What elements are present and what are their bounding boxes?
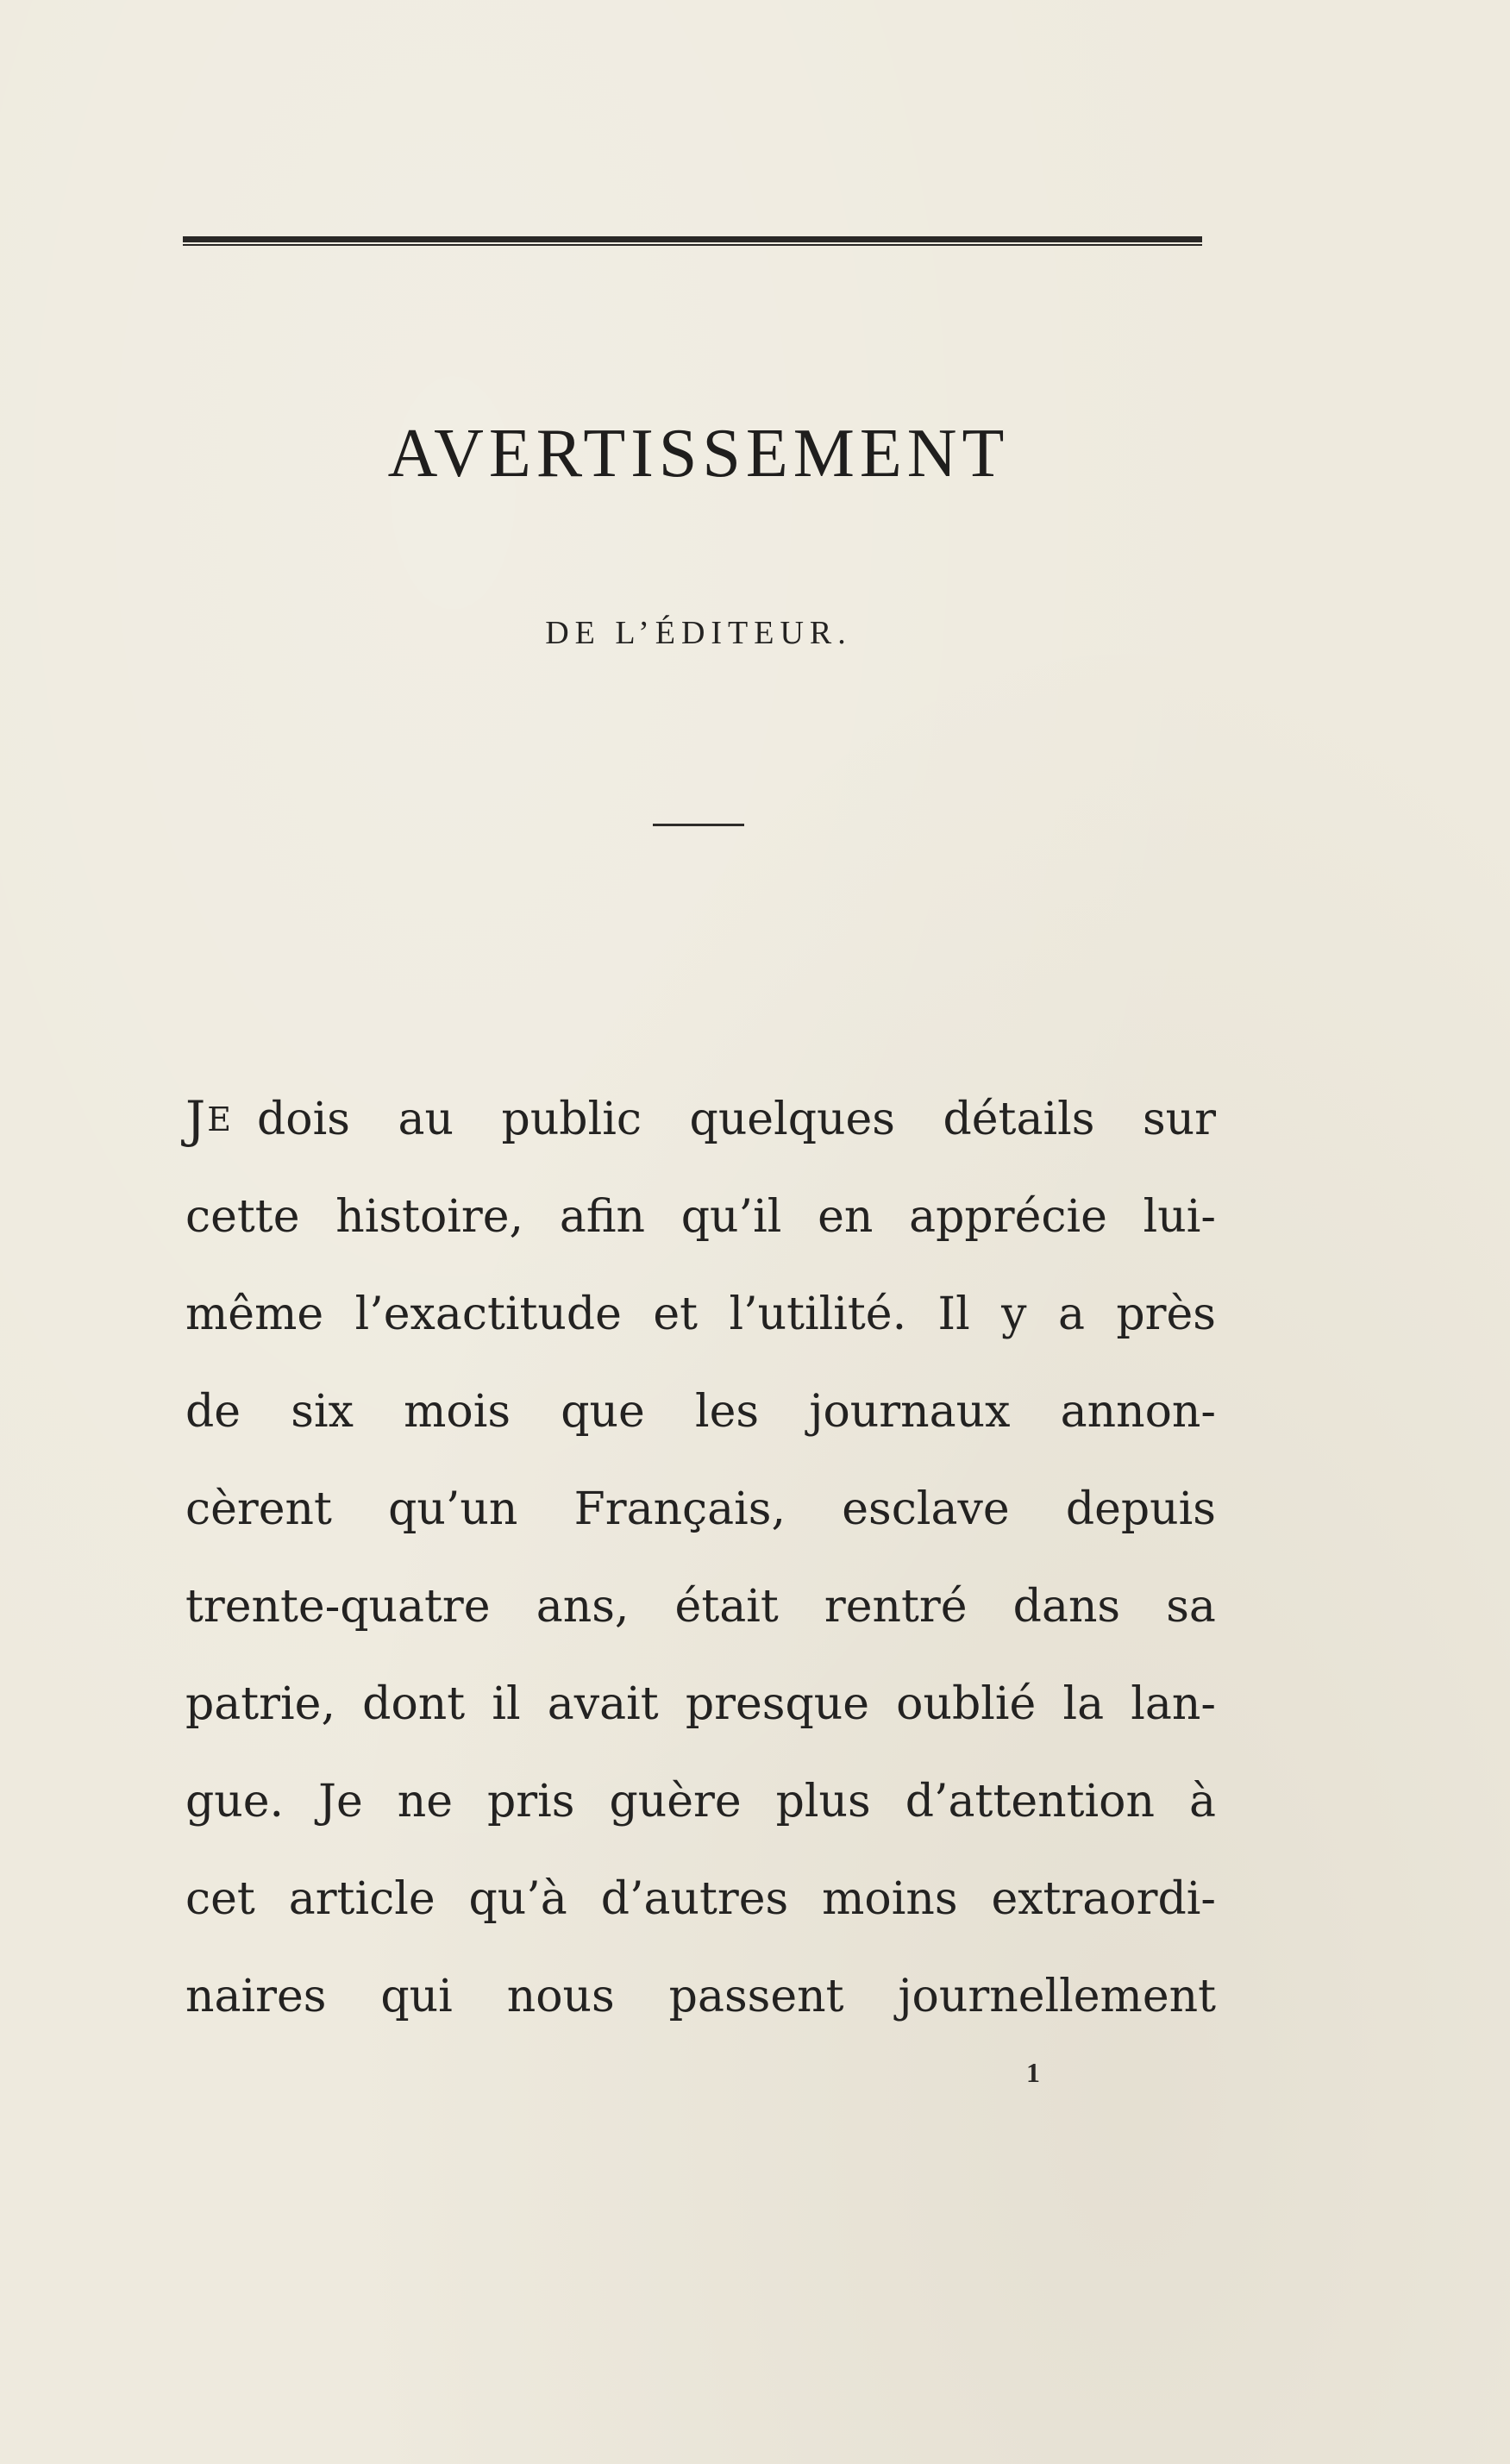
- top-double-rule: [183, 236, 1202, 247]
- body-word: public: [501, 1094, 642, 1145]
- body-line: [185, 1271, 1216, 1369]
- body-word: plus: [775, 1776, 871, 1828]
- body-word: Il: [937, 1288, 970, 1340]
- body-word: était: [674, 1581, 779, 1633]
- body-line: [185, 1953, 1216, 2051]
- body-word: près: [1116, 1288, 1216, 1340]
- body-word: gue.: [185, 1776, 285, 1828]
- body-word: trente-quatre: [185, 1581, 491, 1633]
- body-word: ans,: [536, 1581, 630, 1633]
- body-line: [185, 1174, 1216, 1271]
- body-word: d’attention: [905, 1776, 1155, 1828]
- body-word: même: [185, 1288, 324, 1340]
- body-word: guère: [609, 1776, 742, 1828]
- body-word: journaux: [809, 1386, 1011, 1438]
- body-word: a: [1057, 1288, 1085, 1340]
- body-word: depuis: [1065, 1483, 1216, 1535]
- body-word: patrie,: [185, 1678, 335, 1730]
- page-title: AVERTISSEMENT: [387, 416, 1010, 492]
- body-word: avait: [547, 1678, 659, 1730]
- body-word: lui-: [1143, 1191, 1216, 1243]
- body-word: apprécie: [909, 1191, 1107, 1243]
- body-word: esclave: [842, 1483, 1010, 1535]
- body-word: qu’un: [388, 1483, 518, 1535]
- body-word: qu’il: [680, 1191, 782, 1243]
- body-word: de: [185, 1386, 241, 1438]
- top-rule-thick: [183, 236, 1202, 242]
- body-word: cèrent: [185, 1483, 332, 1535]
- body-word: nous: [506, 1971, 615, 2022]
- body-word: afin: [559, 1191, 645, 1243]
- body-word: histoire,: [335, 1191, 524, 1243]
- body-word: y: [1001, 1288, 1027, 1340]
- body-word: au: [398, 1094, 454, 1145]
- body-word: ne: [397, 1776, 453, 1828]
- body-word: les: [695, 1386, 760, 1438]
- body-word: quelques: [689, 1094, 895, 1145]
- body-word: presque: [685, 1678, 869, 1730]
- drop-cap: J: [185, 1090, 206, 1149]
- body-word: sa: [1166, 1581, 1216, 1633]
- body-line: [185, 1466, 1216, 1564]
- body-line: [185, 1369, 1216, 1466]
- body-word: article: [288, 1873, 435, 1925]
- body-word: et: [653, 1288, 699, 1340]
- body-word: moins: [822, 1873, 958, 1925]
- body-word: mois: [404, 1386, 511, 1438]
- body-word: pris: [486, 1776, 575, 1828]
- body-word: d’autres: [600, 1873, 789, 1925]
- body-word: sur: [1142, 1094, 1216, 1145]
- body-word: que: [561, 1386, 645, 1438]
- body-word: l’exactitude: [354, 1288, 622, 1340]
- body-word: Français,: [573, 1483, 786, 1535]
- body-word: Je: [318, 1776, 363, 1828]
- body-word: qu’à: [468, 1873, 567, 1925]
- body-word: à: [1188, 1776, 1216, 1828]
- body-word: rentré: [824, 1581, 968, 1633]
- body-line: [185, 1564, 1216, 1661]
- signature-mark: 1: [1026, 2057, 1040, 2088]
- body-word: naires: [185, 1971, 327, 2022]
- body-word: en: [818, 1191, 874, 1243]
- body-word: lan-: [1131, 1678, 1216, 1730]
- body-word: extraordi-: [991, 1873, 1216, 1925]
- body-word: détails: [943, 1094, 1095, 1145]
- body-line-first-rest: [257, 1076, 1216, 1174]
- body-word: six: [291, 1386, 354, 1438]
- body-word: dont: [362, 1678, 466, 1730]
- body-word: il: [492, 1678, 521, 1730]
- body-text: [185, 1076, 1216, 2051]
- body-line-first: [185, 1076, 1216, 1174]
- body-line: [185, 1661, 1216, 1759]
- body-word: passent: [668, 1971, 844, 2022]
- body-word: cette: [185, 1191, 300, 1243]
- body-word: annon-: [1060, 1386, 1216, 1438]
- small-cap: E: [207, 1100, 232, 1138]
- page-subtitle: DE L’ÉDITEUR.: [545, 615, 852, 651]
- body-line: [185, 1856, 1216, 1953]
- body-word: cet: [185, 1873, 255, 1925]
- body-word: oublié: [896, 1678, 1037, 1730]
- body-word: la: [1062, 1678, 1105, 1730]
- top-rule-thin: [183, 244, 1202, 246]
- body-word: dans: [1012, 1581, 1121, 1633]
- body-line: [185, 1759, 1216, 1856]
- short-divider-rule: [653, 824, 744, 826]
- body-word: dois: [257, 1094, 350, 1145]
- body-word: qui: [380, 1971, 453, 2022]
- body-word: l’utilité.: [729, 1288, 907, 1340]
- body-word: journellement: [898, 1971, 1216, 2022]
